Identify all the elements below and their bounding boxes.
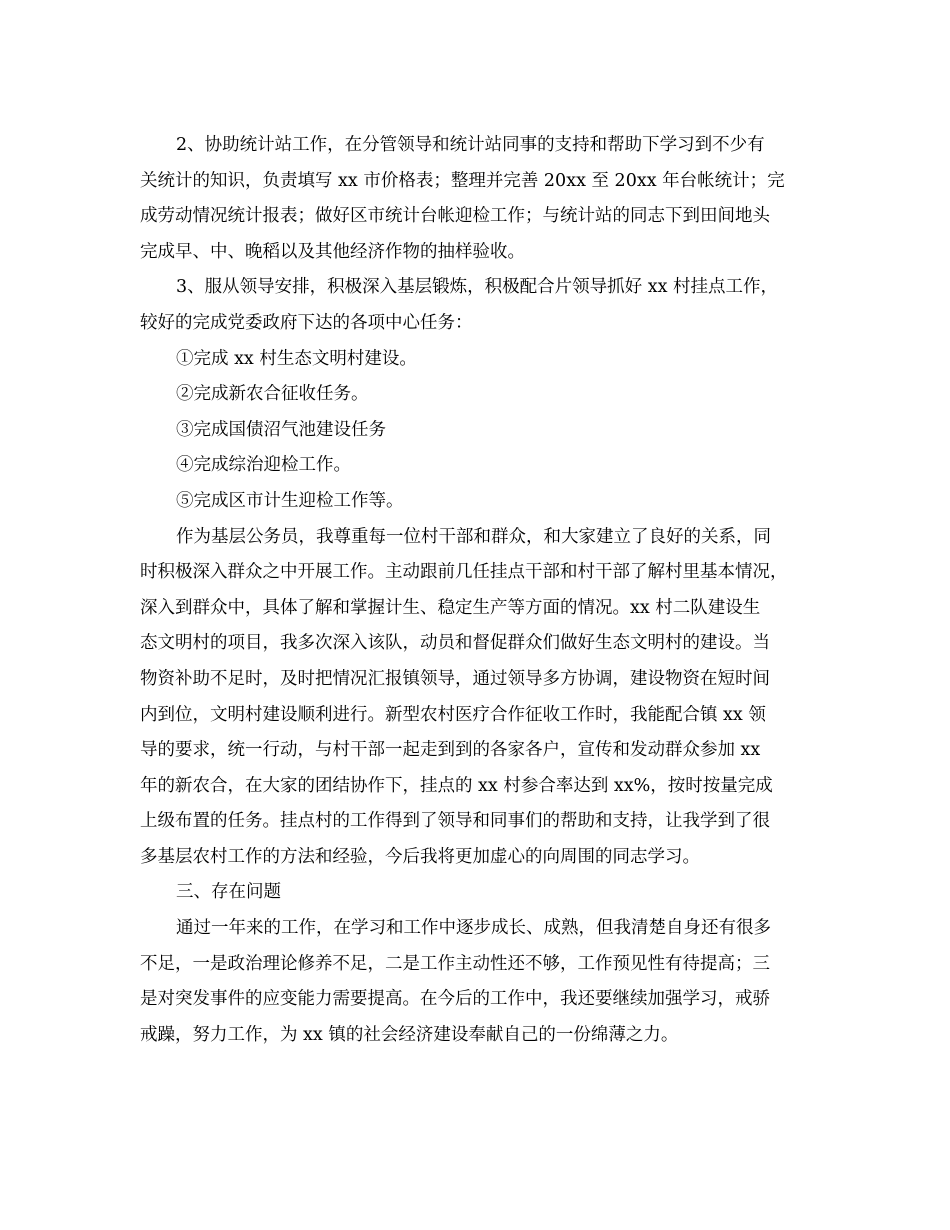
text-line: 年的新农合，在大家的团结协作下，挂点的 xx 村参合率达到 xx%，按时按量完成 [140, 775, 773, 796]
text-line: 三、存在问题 [176, 882, 281, 903]
text-line: 时积极深入群众之中开展工作。主动跟前几任挂点干部和村干部了解村里基本情况， [140, 562, 788, 583]
text-line: 内到位，文明村建设顺利进行。新型农村医疗合作征收工作时，我能配合镇 xx 领 [140, 704, 766, 725]
text-line: 完成早、中、晚稻以及其他经济作物的抽样验收。 [140, 241, 525, 262]
text-line: 态文明村的项目，我多次深入该队，动员和督促群众们做好生态文明村的建设。当 [140, 633, 770, 654]
text-line: 关统计的知识，负责填写 xx 市价格表；整理并完善 20xx 至 20xx 年台帐统计；完 [140, 170, 785, 191]
text-line: ①完成 xx 村生态文明村建设。 [176, 348, 417, 369]
text-line: 多基层农村工作的方法和经验，今后我将更加虚心的向周围的同志学习。 [140, 846, 700, 867]
text-line: 戒躁，努力工作，为 xx 镇的社会经济建设奉献自己的一份绵薄之力。 [140, 1024, 679, 1045]
text-line: 是对突发事件的应变能力需要提高。在今后的工作中，我还要继续加强学习，戒骄 [140, 989, 770, 1010]
text-line: ③完成国债沼气池建设任务 [176, 419, 386, 440]
text-line: 深入到群众中，具体了解和掌握计生、稳定生产等方面的情况。xx 村二队建设生 [140, 597, 761, 618]
text-line: 不足，一是政治理论修养不足，二是工作主动性还不够，工作预见性有待提高；三 [140, 953, 770, 974]
text-line: 上级布置的任务。挂点村的工作得到了领导和同事们的帮助和支持，让我学到了很 [140, 811, 770, 832]
text-line: 3、服从领导安排，积极深入基层锻炼，积极配合片领导抓好 xx 村挂点工作， [176, 277, 778, 298]
text-line: ②完成新农合征收任务。 [176, 384, 369, 405]
text-line: 作为基层公务员，我尊重每一位村干部和群众，和大家建立了良好的关系，同 [176, 526, 771, 547]
text-line: ④完成综治迎检工作。 [176, 455, 351, 476]
text-line: ⑤完成区市计生迎检工作等。 [176, 490, 404, 511]
document-body [140, 128, 812, 1053]
text-line: 较好的完成党委政府下达的各项中心任务： [140, 312, 473, 333]
text-line: 通过一年来的工作，在学习和工作中逐步成长、成熟，但我清楚自身还有很多 [176, 918, 771, 939]
text-line: 导的要求，统一行动，与村干部一起走到到的各家各户，宣传和发动群众参加 xx [140, 740, 761, 761]
text-line: 2、协助统计站工作，在分管领导和统计站同事的支持和帮助下学习到不少有 [176, 135, 765, 155]
text-line: 物资补助不足时，及时把情况汇报镇领导，通过领导多方协调，建设物资在短时间 [140, 668, 770, 689]
text-line: 成劳动情况统计报表；做好区市统计台帐迎检工作；与统计站的同志下到田间地头 [140, 206, 770, 227]
